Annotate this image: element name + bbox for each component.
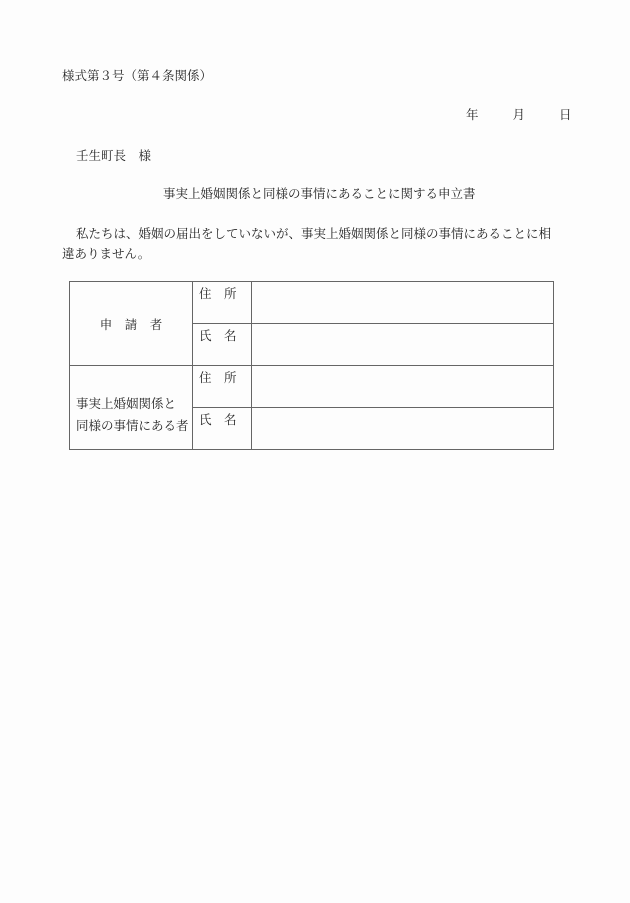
date-month: 月 [512,107,525,122]
partner-group-label [70,366,193,450]
partner-name-label: 氏 名 [193,408,252,450]
applicant-name-field[interactable] [252,324,554,366]
applicant-address-field[interactable] [252,282,554,324]
partner-group-label-line1: 事実上婚姻関係と [76,395,177,411]
date-day: 日 [558,107,572,122]
applicant-address-label: 住 所 [193,282,252,324]
partner-address-label: 住 所 [193,366,252,408]
declaration-text: 私たちは、婚姻の届出をしていないが、事実上婚姻関係と同様の事情にあることに相違ありません。 [62,226,552,261]
table-row [70,366,554,408]
applicant-group-label: 申 請 者 [70,282,193,366]
partner-address-field[interactable] [252,366,554,408]
applicant-table [69,281,554,450]
date-line [466,105,571,123]
partner-name-field[interactable] [252,408,554,450]
table-row [70,282,554,324]
addressee: 壬生町長 様 [76,148,152,163]
partner-group-label-line2: 同様の事情にある者 [76,417,189,433]
form-number: 様式第３号（第４条関係） [62,68,213,83]
date-year: 年 [466,107,479,122]
applicant-name-label: 氏 名 [193,324,252,366]
document-title: 事実上婚姻関係と同様の事情にあることに関する申立書 [163,186,476,201]
